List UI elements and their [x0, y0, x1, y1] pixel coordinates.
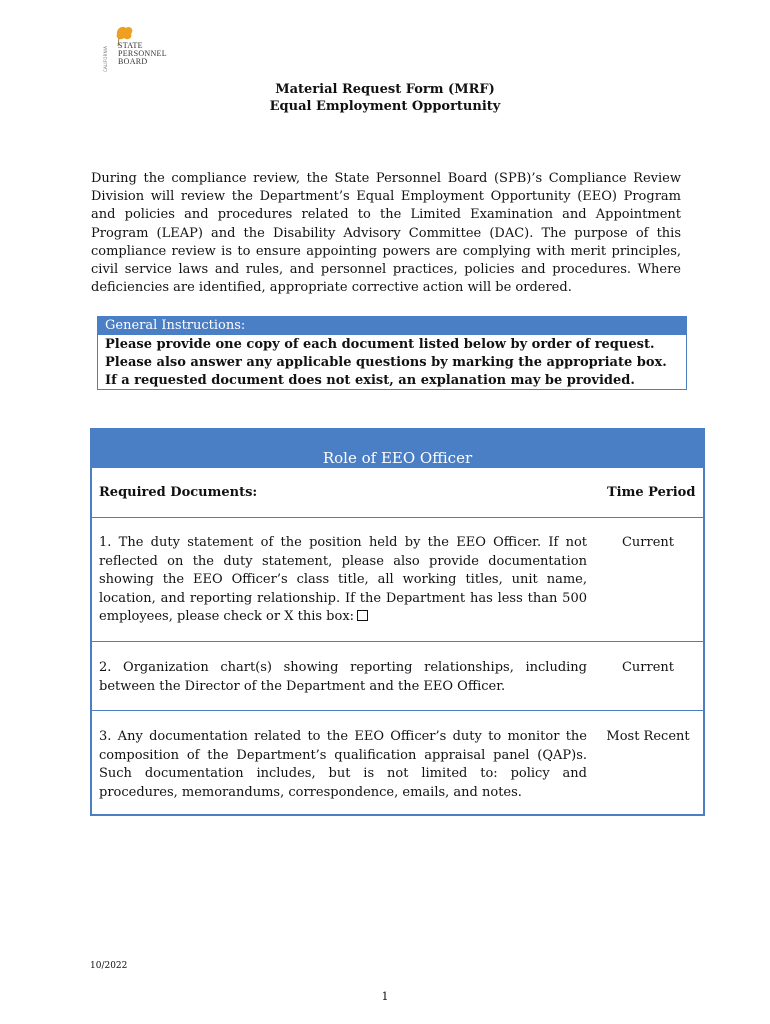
employee-count-checkbox[interactable]: [357, 610, 368, 621]
table-divider: [92, 710, 703, 711]
row-1-text: 1. The duty statement of the position held by the EEO Officer. If not reflected on the duty statement, please also provide documentation showing the EEO Officer’s class title, all working titles, unit name, location, and reporting relationship. If the Department has less than 500 employees, please check or X this box:: [99, 535, 587, 624]
logo-line-2: PERSONNEL: [118, 49, 167, 58]
spb-logo: [103, 24, 183, 70]
table-row-1-description: [99, 534, 587, 627]
logo-vertical-text: CALIFORNIA: [103, 45, 108, 72]
document-subtitle: Equal Employment Opportunity: [269, 99, 501, 114]
table-row-2-description: 2. Organization chart(s) showing reporting relationships, including between the Director of the Department and the EEO Officer.: [99, 660, 587, 694]
table-divider: [92, 641, 703, 642]
table-row-2-period: Current: [621, 660, 675, 675]
logo-wordmark: [118, 42, 167, 66]
table-title-bar: [92, 430, 703, 468]
general-instructions-body: Please provide one copy of each document listed below by order of request. Please also answer any applicable questions by marking the appropriate box. If a requested document does not exist, an explanation may be provided.: [105, 337, 667, 388]
general-instructions-box: [97, 316, 687, 390]
table-row-3-description: 3. Any documentation related to the EEO Officer’s duty to monitor the composition of the Department’s qualification appraisal panel (QAP)s. Such documentation includes, but is not limited to: policy and procedures, memorandums, correspondence, emails, and notes.: [99, 729, 587, 800]
time-period-header: Time Period: [607, 485, 696, 500]
intro-paragraph: During the compliance review, the State Personnel Board (SPB)’s Compliance Review Division will review the Department’s Equal Employment Opportunity (EEO) Program and policies and procedures related to the Limited Examination and Appointment Program (LEAP) and the Disability Advisory Committee (DAC). The purpose of this compliance review is to ensure appointing powers are complying with merit principles, civil service laws and rules, and personnel practices, policies and procedures. Where deficiencies are identified, appropriate corrective action will be ordered.: [91, 171, 681, 296]
logo-line-1: STATE: [118, 41, 143, 50]
table-divider: [92, 517, 703, 518]
revision-date: 10/2022: [90, 961, 128, 971]
role-of-eeo-officer-table: [90, 428, 705, 816]
table-row-3-period: Most Recent: [606, 729, 690, 744]
required-documents-header: Required Documents:: [99, 485, 258, 500]
table-row-1-period: Current: [621, 535, 675, 550]
document-title: Material Request Form (MRF): [275, 82, 495, 97]
page-number: 1: [381, 990, 389, 1003]
logo-line-3: BOARD: [118, 57, 148, 66]
table-title: Role of EEO Officer: [322, 449, 473, 467]
general-instructions-heading: General Instructions:: [98, 317, 686, 335]
